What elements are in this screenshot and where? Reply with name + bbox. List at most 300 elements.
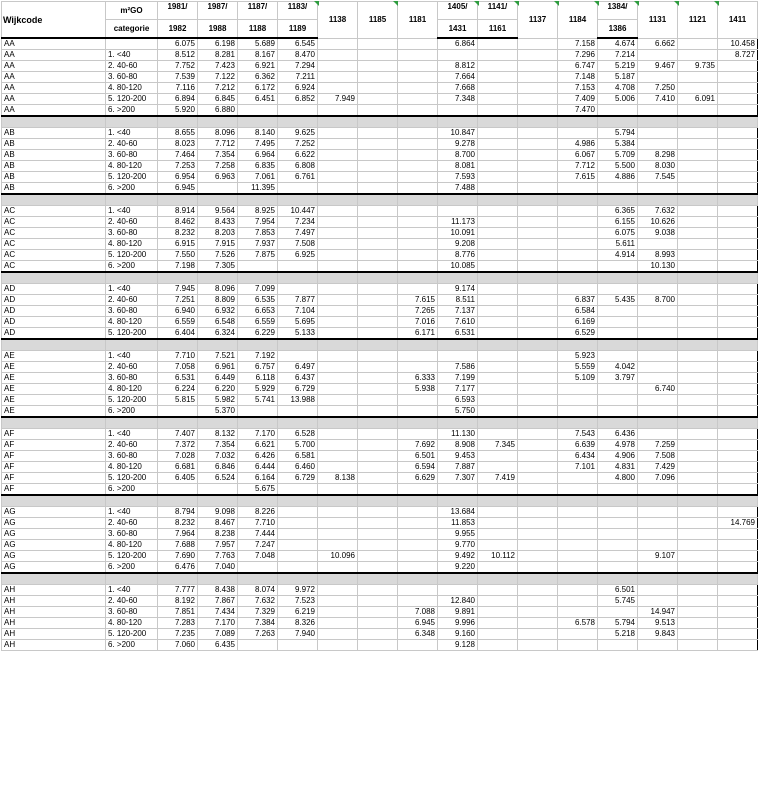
value-cell[interactable]	[478, 161, 518, 172]
separator-cell[interactable]	[198, 194, 238, 206]
value-cell[interactable]: 7.040	[198, 562, 238, 574]
value-cell[interactable]	[358, 451, 398, 462]
separator-cell[interactable]	[278, 495, 318, 507]
value-cell[interactable]: 6.476	[158, 562, 198, 574]
separator-cell[interactable]	[518, 116, 558, 128]
value-cell[interactable]: 7.875	[238, 250, 278, 261]
value-cell[interactable]: 6.835	[238, 161, 278, 172]
value-cell[interactable]: 7.116	[158, 83, 198, 94]
value-cell[interactable]	[358, 640, 398, 651]
value-cell[interactable]: 6.348	[398, 629, 438, 640]
value-cell[interactable]	[358, 596, 398, 607]
col-header[interactable]: 1137	[518, 2, 558, 39]
value-cell[interactable]: 5.709	[598, 150, 638, 161]
value-cell[interactable]: 7.470	[558, 105, 598, 117]
separator-cell[interactable]	[678, 116, 718, 128]
value-cell[interactable]: 4.708	[598, 83, 638, 94]
value-cell[interactable]	[638, 72, 678, 83]
value-cell[interactable]	[518, 406, 558, 418]
value-cell[interactable]	[478, 206, 518, 217]
value-cell[interactable]	[638, 507, 678, 518]
value-cell[interactable]	[518, 228, 558, 239]
wijkcode-cell[interactable]: AG	[2, 540, 106, 551]
value-cell[interactable]	[318, 585, 358, 596]
value-cell[interactable]	[278, 518, 318, 529]
value-cell[interactable]	[398, 72, 438, 83]
wijkcode-cell[interactable]: AD	[2, 306, 106, 317]
value-cell[interactable]	[518, 607, 558, 618]
value-cell[interactable]	[478, 451, 518, 462]
value-cell[interactable]	[158, 406, 198, 418]
value-cell[interactable]	[718, 540, 758, 551]
separator-cell[interactable]	[598, 116, 638, 128]
separator-cell[interactable]	[158, 573, 198, 585]
value-cell[interactable]	[398, 429, 438, 440]
value-cell[interactable]	[318, 462, 358, 473]
col-header-bottom[interactable]: 1386	[598, 20, 638, 39]
value-cell[interactable]	[318, 38, 358, 50]
separator-cell[interactable]	[678, 272, 718, 284]
value-cell[interactable]: 8.074	[238, 585, 278, 596]
separator-cell[interactable]	[558, 194, 598, 206]
value-cell[interactable]	[318, 61, 358, 72]
value-cell[interactable]: 7.028	[158, 451, 198, 462]
value-cell[interactable]	[718, 473, 758, 484]
value-cell[interactable]	[478, 484, 518, 496]
separator-cell[interactable]	[106, 339, 158, 351]
category-cell[interactable]: 1. <40	[106, 128, 158, 139]
value-cell[interactable]: 7.096	[638, 473, 678, 484]
value-cell[interactable]: 8.700	[438, 150, 478, 161]
value-cell[interactable]	[518, 284, 558, 295]
value-cell[interactable]: 8.433	[198, 217, 238, 228]
value-cell[interactable]	[678, 183, 718, 195]
category-cell[interactable]: 4. 80-120	[106, 462, 158, 473]
wijkcode-cell[interactable]: AE	[2, 384, 106, 395]
value-cell[interactable]: 7.423	[198, 61, 238, 72]
wijkcode-cell[interactable]: AA	[2, 94, 106, 105]
wijkcode-cell[interactable]: AG	[2, 562, 106, 574]
value-cell[interactable]: 6.365	[598, 206, 638, 217]
col-header-top[interactable]: 1183/	[278, 2, 318, 20]
value-cell[interactable]	[678, 83, 718, 94]
category-cell[interactable]: 5. 120-200	[106, 395, 158, 406]
value-cell[interactable]	[478, 540, 518, 551]
separator-cell[interactable]	[198, 495, 238, 507]
value-cell[interactable]: 7.964	[158, 529, 198, 540]
value-cell[interactable]: 7.610	[438, 317, 478, 328]
category-cell[interactable]: 3. 60-80	[106, 150, 158, 161]
value-cell[interactable]	[398, 83, 438, 94]
value-cell[interactable]: 7.199	[438, 373, 478, 384]
value-cell[interactable]: 7.508	[638, 451, 678, 462]
value-cell[interactable]	[678, 50, 718, 61]
value-cell[interactable]: 7.690	[158, 551, 198, 562]
value-cell[interactable]: 6.545	[278, 38, 318, 50]
value-cell[interactable]	[558, 239, 598, 250]
category-cell[interactable]: 6. >200	[106, 105, 158, 117]
wijkcode-cell[interactable]: AE	[2, 406, 106, 418]
separator-cell[interactable]	[678, 339, 718, 351]
value-cell[interactable]	[638, 351, 678, 362]
value-cell[interactable]: 9.770	[438, 540, 478, 551]
value-cell[interactable]: 11.173	[438, 217, 478, 228]
wijkcode-cell[interactable]: AG	[2, 518, 106, 529]
value-cell[interactable]	[398, 484, 438, 496]
separator-cell[interactable]	[718, 417, 758, 429]
value-cell[interactable]	[518, 295, 558, 306]
value-cell[interactable]	[478, 261, 518, 273]
value-cell[interactable]: 7.137	[438, 306, 478, 317]
value-cell[interactable]: 7.170	[238, 429, 278, 440]
value-cell[interactable]	[398, 529, 438, 540]
value-cell[interactable]: 7.192	[238, 351, 278, 362]
value-cell[interactable]	[358, 250, 398, 261]
col-header-top[interactable]: 1987/	[198, 2, 238, 20]
value-cell[interactable]	[398, 406, 438, 418]
value-cell[interactable]	[358, 462, 398, 473]
value-cell[interactable]	[718, 551, 758, 562]
value-cell[interactable]: 6.681	[158, 462, 198, 473]
separator-cell[interactable]	[318, 194, 358, 206]
value-cell[interactable]: 6.075	[158, 38, 198, 50]
value-cell[interactable]: 8.511	[438, 295, 478, 306]
value-cell[interactable]: 5.219	[598, 61, 638, 72]
value-cell[interactable]: 8.908	[438, 440, 478, 451]
value-cell[interactable]: 7.464	[158, 150, 198, 161]
category-cell[interactable]: 1. <40	[106, 284, 158, 295]
value-cell[interactable]: 6.449	[198, 373, 238, 384]
value-cell[interactable]: 6.501	[598, 585, 638, 596]
value-cell[interactable]	[318, 440, 358, 451]
separator-cell[interactable]	[558, 339, 598, 351]
category-cell[interactable]: 1. <40	[106, 351, 158, 362]
value-cell[interactable]	[358, 317, 398, 328]
category-cell[interactable]: 6. >200	[106, 183, 158, 195]
value-cell[interactable]	[518, 217, 558, 228]
value-cell[interactable]: 7.407	[158, 429, 198, 440]
category-cell[interactable]: 6. >200	[106, 484, 158, 496]
separator-cell[interactable]	[106, 573, 158, 585]
value-cell[interactable]	[358, 540, 398, 551]
separator-cell[interactable]	[638, 272, 678, 284]
category-cell[interactable]: 3. 60-80	[106, 451, 158, 462]
value-cell[interactable]	[518, 183, 558, 195]
value-cell[interactable]	[398, 105, 438, 117]
separator-cell[interactable]	[558, 495, 598, 507]
value-cell[interactable]	[518, 451, 558, 462]
value-cell[interactable]	[478, 250, 518, 261]
value-cell[interactable]: 7.668	[438, 83, 478, 94]
value-cell[interactable]: 9.891	[438, 607, 478, 618]
value-cell[interactable]	[638, 429, 678, 440]
value-cell[interactable]: 8.030	[638, 161, 678, 172]
wijkcode-cell[interactable]: AE	[2, 351, 106, 362]
value-cell[interactable]: 6.224	[158, 384, 198, 395]
value-cell[interactable]: 6.808	[278, 161, 318, 172]
value-cell[interactable]	[478, 128, 518, 139]
value-cell[interactable]	[358, 61, 398, 72]
category-cell[interactable]: 2. 40-60	[106, 440, 158, 451]
value-cell[interactable]	[478, 328, 518, 340]
value-cell[interactable]	[238, 640, 278, 651]
separator-cell[interactable]	[158, 339, 198, 351]
wijkcode-cell[interactable]: AH	[2, 640, 106, 651]
value-cell[interactable]: 5.750	[438, 406, 478, 418]
value-cell[interactable]	[358, 161, 398, 172]
wijkcode-cell[interactable]: AD	[2, 328, 106, 340]
value-cell[interactable]	[358, 484, 398, 496]
value-cell[interactable]: 8.512	[158, 50, 198, 61]
value-cell[interactable]	[318, 362, 358, 373]
wijkcode-cell[interactable]: AD	[2, 317, 106, 328]
value-cell[interactable]	[318, 306, 358, 317]
value-cell[interactable]	[678, 206, 718, 217]
value-cell[interactable]: 8.281	[198, 50, 238, 61]
value-cell[interactable]: 6.362	[238, 72, 278, 83]
separator-cell[interactable]	[2, 417, 106, 429]
value-cell[interactable]	[358, 507, 398, 518]
value-cell[interactable]	[278, 406, 318, 418]
wijkcode-cell[interactable]: AC	[2, 228, 106, 239]
value-cell[interactable]: 9.972	[278, 585, 318, 596]
value-cell[interactable]: 7.887	[438, 462, 478, 473]
value-cell[interactable]	[318, 640, 358, 651]
value-cell[interactable]	[438, 105, 478, 117]
value-cell[interactable]: 8.167	[238, 50, 278, 61]
value-cell[interactable]: 7.586	[438, 362, 478, 373]
value-cell[interactable]	[558, 507, 598, 518]
value-cell[interactable]: 7.632	[238, 596, 278, 607]
value-cell[interactable]: 7.253	[158, 161, 198, 172]
value-cell[interactable]	[398, 362, 438, 373]
value-cell[interactable]	[518, 38, 558, 50]
value-cell[interactable]	[518, 206, 558, 217]
value-cell[interactable]	[198, 484, 238, 496]
value-cell[interactable]	[358, 261, 398, 273]
value-cell[interactable]: 10.112	[478, 551, 518, 562]
value-cell[interactable]	[518, 585, 558, 596]
value-cell[interactable]: 6.629	[398, 473, 438, 484]
value-cell[interactable]: 8.326	[278, 618, 318, 629]
separator-cell[interactable]	[238, 339, 278, 351]
value-cell[interactable]	[398, 228, 438, 239]
separator-cell[interactable]	[158, 495, 198, 507]
value-cell[interactable]: 7.497	[278, 228, 318, 239]
value-cell[interactable]	[318, 507, 358, 518]
value-cell[interactable]	[678, 484, 718, 496]
value-cell[interactable]	[518, 128, 558, 139]
value-cell[interactable]	[478, 295, 518, 306]
value-cell[interactable]	[278, 507, 318, 518]
value-cell[interactable]: 6.578	[558, 618, 598, 629]
value-cell[interactable]	[678, 284, 718, 295]
value-cell[interactable]	[718, 629, 758, 640]
separator-cell[interactable]	[398, 417, 438, 429]
value-cell[interactable]	[718, 406, 758, 418]
value-cell[interactable]	[678, 518, 718, 529]
value-cell[interactable]	[478, 105, 518, 117]
value-cell[interactable]	[718, 105, 758, 117]
value-cell[interactable]: 7.283	[158, 618, 198, 629]
value-cell[interactable]: 9.160	[438, 629, 478, 640]
category-cell[interactable]: 6. >200	[106, 261, 158, 273]
value-cell[interactable]: 7.104	[278, 306, 318, 317]
value-cell[interactable]	[678, 507, 718, 518]
separator-cell[interactable]	[438, 116, 478, 128]
value-cell[interactable]: 6.915	[158, 239, 198, 250]
value-cell[interactable]: 7.688	[158, 540, 198, 551]
value-cell[interactable]	[478, 373, 518, 384]
value-cell[interactable]	[678, 429, 718, 440]
separator-cell[interactable]	[106, 194, 158, 206]
value-cell[interactable]	[718, 183, 758, 195]
category-cell[interactable]: 5. 120-200	[106, 473, 158, 484]
value-cell[interactable]	[318, 50, 358, 61]
separator-cell[interactable]	[598, 417, 638, 429]
wijkcode-cell[interactable]: AA	[2, 83, 106, 94]
separator-cell[interactable]	[478, 272, 518, 284]
value-cell[interactable]: 7.444	[238, 529, 278, 540]
category-cell[interactable]: 6. >200	[106, 406, 158, 418]
wijkcode-cell[interactable]: AF	[2, 462, 106, 473]
separator-cell[interactable]	[278, 417, 318, 429]
value-cell[interactable]	[358, 629, 398, 640]
value-cell[interactable]	[358, 529, 398, 540]
value-cell[interactable]: 5.794	[598, 128, 638, 139]
wijkcode-cell[interactable]: AF	[2, 429, 106, 440]
value-cell[interactable]	[638, 395, 678, 406]
value-cell[interactable]	[678, 172, 718, 183]
value-cell[interactable]: 6.653	[238, 306, 278, 317]
value-cell[interactable]: 7.419	[478, 473, 518, 484]
value-cell[interactable]	[278, 540, 318, 551]
separator-cell[interactable]	[718, 339, 758, 351]
separator-cell[interactable]	[478, 417, 518, 429]
value-cell[interactable]: 5.695	[278, 317, 318, 328]
value-cell[interactable]: 7.058	[158, 362, 198, 373]
value-cell[interactable]: 7.307	[438, 473, 478, 484]
value-cell[interactable]: 7.354	[198, 150, 238, 161]
value-cell[interactable]: 8.812	[438, 61, 478, 72]
value-cell[interactable]	[598, 518, 638, 529]
value-cell[interactable]	[478, 61, 518, 72]
category-cell[interactable]: 2. 40-60	[106, 61, 158, 72]
separator-cell[interactable]	[718, 194, 758, 206]
value-cell[interactable]	[718, 596, 758, 607]
value-cell[interactable]: 6.639	[558, 440, 598, 451]
value-cell[interactable]: 6.846	[198, 462, 238, 473]
separator-cell[interactable]	[2, 194, 106, 206]
value-cell[interactable]	[518, 317, 558, 328]
value-cell[interactable]	[158, 484, 198, 496]
value-cell[interactable]	[718, 250, 758, 261]
value-cell[interactable]: 9.278	[438, 139, 478, 150]
value-cell[interactable]	[718, 607, 758, 618]
value-cell[interactable]	[718, 295, 758, 306]
value-cell[interactable]: 6.524	[198, 473, 238, 484]
m2go-header-line2[interactable]: categorie	[106, 20, 158, 39]
value-cell[interactable]: 6.529	[558, 328, 598, 340]
value-cell[interactable]	[558, 529, 598, 540]
value-cell[interactable]	[518, 50, 558, 61]
value-cell[interactable]: 7.710	[238, 518, 278, 529]
wijkcode-cell[interactable]: AH	[2, 607, 106, 618]
category-cell[interactable]: 4. 80-120	[106, 618, 158, 629]
value-cell[interactable]	[398, 562, 438, 574]
value-cell[interactable]: 7.940	[278, 629, 318, 640]
value-cell[interactable]: 7.867	[198, 596, 238, 607]
value-cell[interactable]: 7.122	[198, 72, 238, 83]
value-cell[interactable]	[518, 473, 558, 484]
value-cell[interactable]	[318, 395, 358, 406]
value-cell[interactable]: 6.404	[158, 328, 198, 340]
value-cell[interactable]: 4.986	[558, 139, 598, 150]
value-cell[interactable]	[438, 484, 478, 496]
value-cell[interactable]: 7.214	[598, 50, 638, 61]
separator-cell[interactable]	[278, 339, 318, 351]
value-cell[interactable]: 7.488	[438, 183, 478, 195]
value-cell[interactable]	[718, 362, 758, 373]
separator-cell[interactable]	[398, 573, 438, 585]
value-cell[interactable]	[598, 406, 638, 418]
col-header[interactable]: 1411	[718, 2, 758, 39]
wijkcode-cell[interactable]: AH	[2, 596, 106, 607]
value-cell[interactable]: 5.006	[598, 94, 638, 105]
value-cell[interactable]	[358, 239, 398, 250]
value-cell[interactable]	[238, 406, 278, 418]
value-cell[interactable]: 7.345	[478, 440, 518, 451]
separator-cell[interactable]	[638, 573, 678, 585]
value-cell[interactable]	[678, 473, 718, 484]
separator-cell[interactable]	[2, 272, 106, 284]
value-cell[interactable]	[718, 317, 758, 328]
value-cell[interactable]: 4.042	[598, 362, 638, 373]
value-cell[interactable]	[718, 395, 758, 406]
wijkcode-cell[interactable]: AA	[2, 72, 106, 83]
value-cell[interactable]: 6.426	[238, 451, 278, 462]
value-cell[interactable]	[478, 72, 518, 83]
separator-cell[interactable]	[318, 573, 358, 585]
wijkcode-header[interactable]: Wijkcode	[2, 2, 106, 39]
value-cell[interactable]	[478, 607, 518, 618]
value-cell[interactable]: 9.996	[438, 618, 478, 629]
value-cell[interactable]	[318, 484, 358, 496]
value-cell[interactable]: 8.298	[638, 150, 678, 161]
value-cell[interactable]: 6.219	[278, 607, 318, 618]
value-cell[interactable]	[518, 462, 558, 473]
value-cell[interactable]: 9.038	[638, 228, 678, 239]
value-cell[interactable]: 6.172	[238, 83, 278, 94]
value-cell[interactable]	[358, 72, 398, 83]
wijkcode-cell[interactable]: AE	[2, 362, 106, 373]
value-cell[interactable]: 7.263	[238, 629, 278, 640]
category-cell[interactable]: 1. <40	[106, 206, 158, 217]
col-header-bottom[interactable]: 1982	[158, 20, 198, 39]
value-cell[interactable]	[718, 94, 758, 105]
category-cell[interactable]: 4. 80-120	[106, 317, 158, 328]
value-cell[interactable]: 9.174	[438, 284, 478, 295]
value-cell[interactable]	[678, 306, 718, 317]
value-cell[interactable]	[478, 562, 518, 574]
value-cell[interactable]: 7.526	[198, 250, 238, 261]
value-cell[interactable]	[718, 61, 758, 72]
value-cell[interactable]: 8.238	[198, 529, 238, 540]
category-cell[interactable]: 1. <40	[106, 585, 158, 596]
wijkcode-cell[interactable]: AB	[2, 183, 106, 195]
value-cell[interactable]: 5.435	[598, 295, 638, 306]
category-cell[interactable]: 5. 120-200	[106, 551, 158, 562]
